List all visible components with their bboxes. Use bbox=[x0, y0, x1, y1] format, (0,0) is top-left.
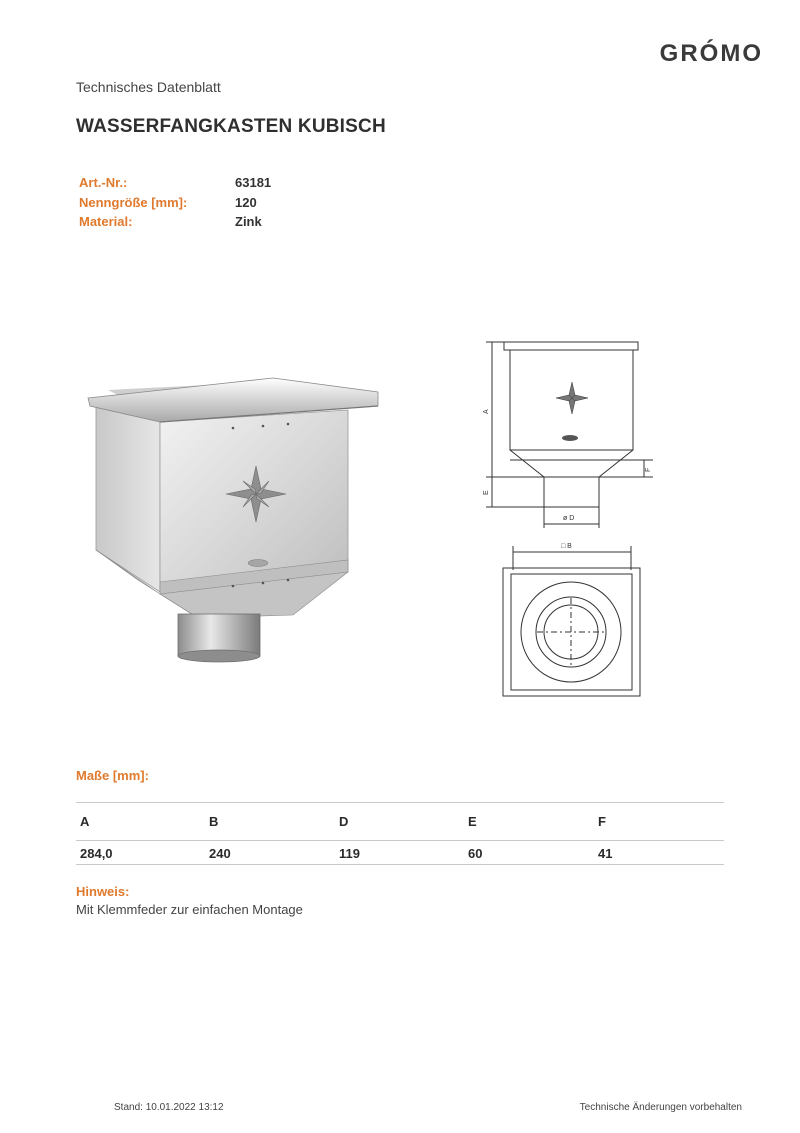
spec-label: Nenngröße [mm]: bbox=[79, 195, 188, 210]
table-header-f: F bbox=[598, 814, 606, 829]
product-image bbox=[78, 370, 398, 670]
top-view-drawing bbox=[495, 538, 650, 703]
note-text: Mit Klemmfeder zur einfachen Montage bbox=[76, 902, 303, 917]
table-rule-middle bbox=[76, 840, 724, 841]
table-header-b: B bbox=[209, 814, 219, 829]
spec-value: 63181 bbox=[235, 175, 272, 190]
table-cell-a: 284,0 bbox=[80, 846, 113, 861]
table-cell-b: 240 bbox=[209, 846, 231, 861]
dimension-label-e: E bbox=[483, 490, 490, 495]
side-view-drawing bbox=[478, 332, 658, 532]
spec-value: 120 bbox=[235, 195, 257, 210]
spec-row-size bbox=[79, 195, 257, 210]
spec-label: Art.-Nr.: bbox=[79, 175, 128, 190]
dimension-label-b: □ B bbox=[561, 543, 572, 550]
footer-date: Stand: 10.01.2022 13:12 bbox=[114, 1102, 224, 1113]
table-cell-d: 119 bbox=[339, 846, 360, 861]
dimension-label-d: ø D bbox=[563, 515, 575, 522]
table-rule-bottom bbox=[76, 864, 724, 865]
spec-label: Material: bbox=[79, 214, 133, 229]
table-cell-e: 60 bbox=[468, 846, 483, 861]
table-header-e: E bbox=[468, 814, 477, 829]
spec-row-material bbox=[79, 214, 262, 229]
document-type: Technisches Datenblatt bbox=[76, 79, 221, 95]
table-header-a: A bbox=[80, 814, 90, 829]
table-cell-f: 41 bbox=[598, 846, 613, 861]
page-title: WASSERFANGKASTEN KUBISCH bbox=[76, 116, 386, 137]
table-rule-top bbox=[76, 802, 724, 803]
dimension-label-f: F bbox=[645, 467, 652, 472]
dimensions-title: Maße [mm]: bbox=[76, 768, 149, 783]
brand-logo: GRÓMO bbox=[659, 40, 763, 67]
dimension-label-a: A bbox=[483, 409, 490, 414]
table-header-d: D bbox=[339, 814, 349, 829]
note-title: Hinweis: bbox=[76, 884, 130, 899]
footer-disclaimer: Technische Änderungen vorbehalten bbox=[579, 1102, 742, 1113]
spec-row-article bbox=[79, 175, 272, 190]
spec-value: Zink bbox=[235, 214, 262, 229]
